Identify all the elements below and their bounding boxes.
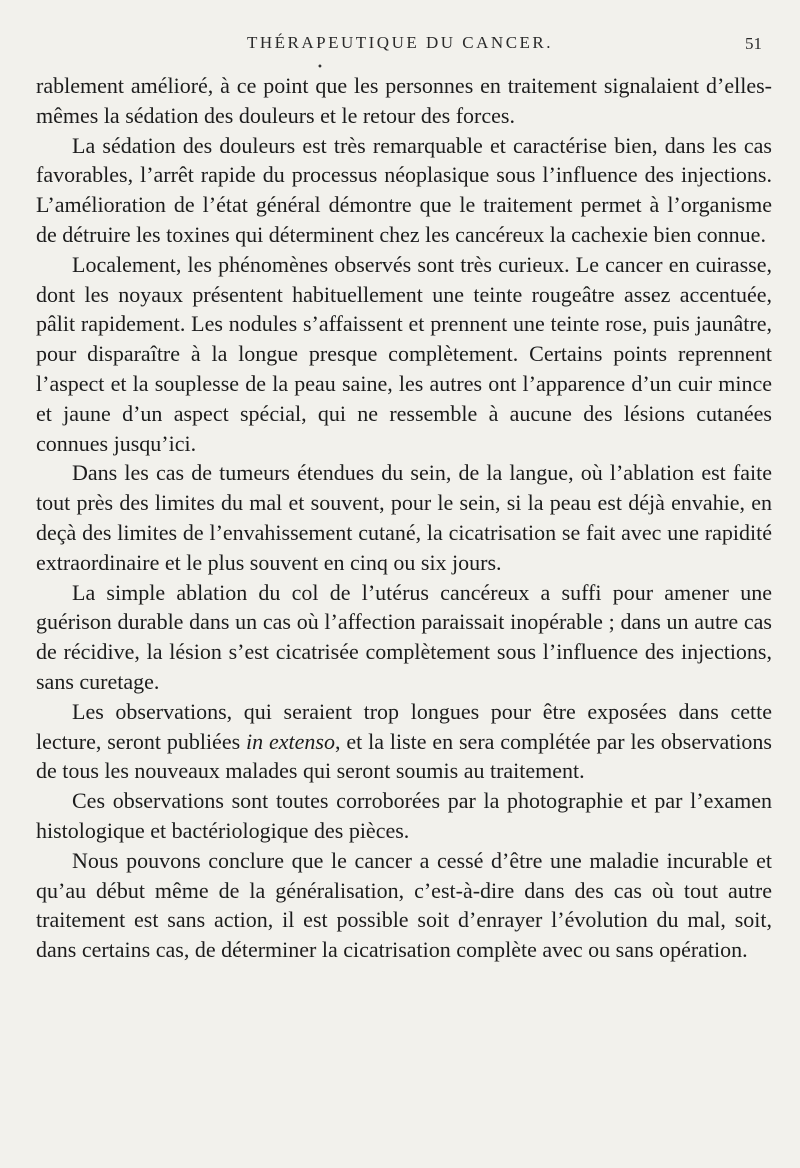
observations-italic: in extenso [246, 728, 335, 754]
running-head [0, 33, 800, 55]
paragraph-observations [36, 697, 772, 786]
observations-text-before: Les observations, qui seraient trop longues pour être exposées dans cette lecture, seront publiées [36, 698, 772, 754]
body-text [36, 71, 772, 965]
running-title: THÉRAPEUTIQUE DU CANCER. [246, 33, 554, 52]
paragraph-conclusion: Nous pouvons conclure que le cancer a cessé d’être une maladie incurable et qu’au début même de la généralisation, c’est-à-dire dans des cas où tout autre traitement est sans action, il est possible soit d’enrayer l’évolution du mal, soit, dans certains cas, de déterminer la cicatrisation complète avec ou sans opération. [36, 847, 772, 963]
paragraph-tumors: Dans les cas de tumeurs étendues du sein, de la langue, où l’ablation est faite tout près des limites du mal et souvent, pour le sein, si la peau est déjà envahie, en deçà des limites de l’envahissement cutané, la cicatrisation se fait avec une rapidité extraordinaire et le plus souvent en cinq ou six jours. [36, 460, 772, 575]
page-number: 51 [745, 34, 762, 53]
paragraph-corroboration: Ces observations sont toutes corroborées par la photographie et par l’examen histologique et bactériologique des pièces. [36, 788, 772, 843]
paragraph-sedation: La sédation des douleurs est très remarquable et caractérise bien, dans les cas favorables, l’arrêt rapide du processus néoplasique sous l’influence des injections. L’amélioration de l’état général démontre que le traitement permet à l’organisme de détruire les toxines qui déterminent chez les cancéreux la cachexie bien connue. [36, 132, 772, 247]
paragraph-continuation: rablement amélioré, à ce point que les personnes en traitement signalaient d’elles-mêmes la sédation des douleurs et le retour des forces. [36, 73, 772, 128]
paragraph-local-phenomena: Localement, les phénomènes observés sont très curieux. Le cancer en cuirasse, dont les noyaux présentent habituellement une teinte rougeâtre assez accentuée, pâlit rapidement. Les nodules s’affaissent et prennent une teinte rose, puis jaunâtre, pour disparaître à la longue presque complètement. Certains points reprennent l’aspect et la souplesse de la peau saine, les autres ont l’apparence d’un cuir mince et jaune d’un aspect spécial, qui ne ressemble à aucune des lésions cutanées connues jusqu’ici. [36, 251, 772, 456]
paragraph-uterus: La simple ablation du col de l’utérus cancéreux a suffi pour amener une guérison durable dans un cas où l’affection paraissait inopérable ; dans un autre cas de récidive, la lésion s’est cicatrisée complètement sous l’influence des injections, sans curetage. [36, 579, 772, 694]
observations-text-after: , et la liste en sera complétée par les observations de tous les nouveaux malades qui seront soumis au traitement. [36, 728, 772, 784]
print-speck: • [317, 62, 323, 73]
